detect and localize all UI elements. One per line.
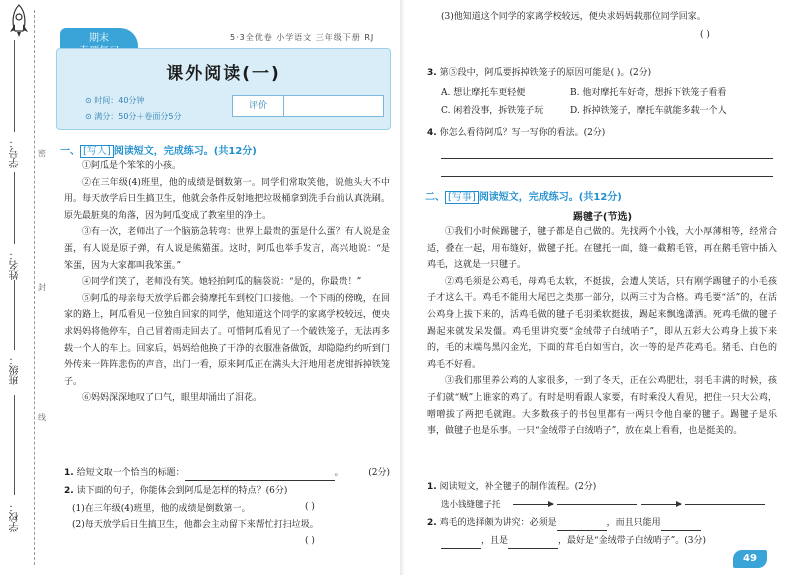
feather-blank-4[interactable]: [508, 548, 558, 549]
page-number: 49: [733, 550, 767, 568]
question-2-2: [427, 516, 787, 531]
section-1-tag: [写人]: [80, 145, 114, 158]
question-1-number: 1.: [64, 468, 74, 478]
section-1-title: 阅读短文，完成练习。(共12分): [113, 146, 257, 157]
question-2-2-mid: ，而且只能用: [606, 518, 661, 528]
question-2-sub-1-answer[interactable]: ( ): [305, 502, 315, 512]
question-2-sub-3-answer[interactable]: ( ): [700, 30, 710, 40]
school-field[interactable]: [14, 395, 15, 495]
passage-1-para-1: ①阿瓜是个笨笨的小孩。: [82, 161, 182, 171]
flow-blank-2[interactable]: [685, 504, 765, 505]
question-2-2-tail-1: ，且是: [481, 536, 509, 546]
question-2-sub-2-answer[interactable]: ( ): [305, 536, 315, 546]
question-2-score: (6分): [265, 486, 288, 496]
feather-blank-3[interactable]: [441, 548, 481, 549]
question-4-text: 你怎么看待阿瓜？写一写你的看法。(2分): [439, 128, 606, 138]
class-field[interactable]: [14, 280, 15, 350]
score-info: ⊙ 满分：50分＋卷面分5分: [85, 112, 182, 121]
question-1: [64, 466, 390, 481]
question-2-text: 读下面的句子，你能体会到阿瓜是怎样的特点？: [76, 486, 266, 496]
time-info: ⊙ 时间：40分钟: [85, 96, 145, 105]
seal-mark-3: 线: [38, 413, 46, 422]
evaluation-box[interactable]: [232, 95, 384, 117]
question-2-sub-2: [72, 518, 390, 533]
passage-1-para-2: ②在三年级(4)班里，他的成绩是倒数第一。同学们常取笑他，说他头大不中用。每天放学后日生搞卫生，他就会条件反射地把垃圾桶拿到洗手台前认真洗刷。原先最脏臭的角落，因为阿瓜变成了教室里的净土。: [64, 177, 390, 221]
question-2-sub-1-text: (1)在三年级(4)班里，他的成绩是倒数第一。: [72, 504, 251, 514]
passage-2: [427, 224, 777, 440]
question-2-2-text: 鸡毛的选择颇为讲究：必须是: [439, 518, 557, 528]
question-2: [64, 484, 390, 499]
question-4-number: 4.: [427, 128, 437, 138]
passage-2-para-2: ②鸡毛须是公鸡毛，母鸡毛太软，不挺拔，会遭人笑话，只有刚学踢毽子的小毛孩子才这么干。鸡毛不能用大尾巴之类那一部分，以两三寸为合格。鸡毛要“活”的，在活公鸡身上拔下来的，活鸡毛做的毽子毛羽柔软挺拔，踢起来飘逸潇洒。死鸡毛做的毽子踢起来就发呆发僵。鸡毛里讲究要“金绒带子白绒哨子”，即从五彩大公鸡身上拔下来的，毛的末端鸟黑闪金光，下面的茸毛白如雪白，次一等的是芦花鸡毛。猪毛、白色的鸡毛不好看。: [427, 276, 777, 370]
question-2-1-number: 1.: [427, 482, 437, 492]
school-label: 学校：: [10, 502, 21, 532]
page-title: 课外阅读(一): [166, 64, 281, 84]
question-1-tail: 。: [334, 468, 344, 478]
feather-blank-1[interactable]: [557, 530, 607, 531]
question-4-answer-line-2[interactable]: [441, 176, 773, 177]
passage-1-para-5: ⑤阿瓜的母亲每天放学后都会骑摩托车到校门口接他。一个下雨的傍晚，在回家的路上，阿瓜看见一位独自回家的同学，他知道这个同学的家离学校较远，便央求妈妈将他停车，自己冒着雨走回去了。可惜阿瓜看见了一个破铁笼子，无法再多载一个人的车上。回家后，妈妈给他换了干净的衣服准备做饭，却隐隐约约听到门外传来一阵阵悲伤的声音，出门一看，原来阿瓜正在满头大汗地用老虎钳拆掉铁笼子。: [64, 293, 390, 387]
right-page: [405, 0, 800, 575]
seal-mark-1: 密: [38, 149, 46, 158]
passage-2-para-1: ①我们小时候踢毽子，毽子都是自己做的。先找两个小钱，大小厚薄相等，经常合适，叠在一起，用布缝好，做毽子托。在毽托一面，缝一截鹅毛管，再在鹅毛管中插入鸡毛，这就是一只毽子。: [427, 227, 777, 271]
question-2-sub-3-text: (3)他知道这个同学的家离学校较远，便央求妈妈载那位同学回家。: [441, 12, 706, 22]
section-1-heading: [60, 142, 257, 157]
passage-1: [64, 158, 390, 407]
question-3-number: 3.: [427, 68, 437, 78]
question-2-sub-2-text: (2)每天放学后日生搞卫生，他都会主动留下来帮忙打扫垃圾。: [72, 520, 319, 530]
passage-1-para-3: ③有一次，老师出了一个脑筋急转弯：世界上最贵的蛋是什么蛋？有人说是金蛋，有人说是原子弹，有人说是熊猫蛋。这时，阿瓜也举手发言，高兴地说：“是笨蛋，因为大家都叫我笨蛋。”: [64, 227, 390, 271]
name-field[interactable]: [14, 172, 15, 244]
flow-arrow-1: [513, 504, 553, 505]
flow-blank-1[interactable]: [557, 504, 637, 505]
student-id-label: 学号：: [10, 138, 21, 168]
title-box: [56, 48, 391, 130]
flow-arrow-2: [641, 504, 681, 505]
question-2-2-tail-2: ，最好是“金绒带子白绒哨子”。(3分): [558, 536, 706, 546]
option-d[interactable]: D. 拆掉铁笼子，摩托车就能多载一个人: [570, 106, 727, 116]
score-text: 满分：50分＋卷面分5分: [94, 112, 182, 121]
cut-line: [34, 10, 35, 565]
title-answer-blank[interactable]: [185, 480, 335, 481]
option-a[interactable]: A. 想让摩托车更轻便: [441, 88, 526, 98]
section-1-number: 一、: [60, 146, 80, 157]
option-c[interactable]: C. 闲着没事，拆铁笼子玩: [441, 106, 544, 116]
question-2-number: 2.: [64, 486, 74, 496]
seal-mark-2: 封: [38, 283, 46, 292]
question-2-2-number: 2.: [427, 518, 437, 528]
question-2-2-continued: [441, 534, 741, 549]
question-4-answer-line-1[interactable]: [441, 158, 773, 159]
question-2-1: [427, 480, 777, 495]
evaluation-label: 评价: [233, 96, 284, 116]
passage-1-para-4: ④同学们笑了，老师没有笑。她轻拍阿瓜的脑袋说：“是的，你最贵！”: [82, 277, 362, 288]
question-4: [427, 126, 777, 141]
section-2-tag: [写事]: [445, 191, 479, 204]
section-2-number: 二、: [425, 192, 445, 203]
feather-blank-2[interactable]: [661, 530, 701, 531]
question-1-text: 给短文取一个恰当的标题：: [76, 468, 185, 478]
option-b[interactable]: B. 他对摩托车好奇，想拆下铁笼子看看: [570, 88, 727, 98]
binding-strip: [0, 0, 52, 575]
section-2-title: 阅读短文，完成练习。(共12分): [478, 192, 622, 203]
flow-step-start: 选小钱缝毽子托: [441, 500, 501, 510]
question-2-1-text: 阅读短文，补全毽子的制作流程。(2分): [439, 482, 597, 492]
student-id-field[interactable]: [14, 40, 15, 132]
series-label: 5·3全优卷 小学语文 三年级下册 RJ: [230, 33, 375, 42]
question-2-sub-1: [72, 502, 390, 517]
section-2-heading: [425, 188, 622, 203]
passage-1-para-6: ⑥妈妈深深地叹了口气，眼里却涌出了泪花。: [82, 393, 263, 404]
name-label: 姓名：: [10, 250, 21, 280]
passage-2-title: 踢毽子(节选): [572, 212, 633, 223]
question-3: [427, 66, 777, 81]
question-3-text: 第⑤段中，阿瓜要拆掉铁笼子的原因可能是( )。(2分): [439, 68, 652, 78]
question-1-score: (2分): [368, 468, 390, 478]
passage-2-para-3: ③我们那里养公鸡的人家很多，一到了冬天，正在公鸡肥壮，羽毛丰满的时候，孩子们就“贼”上谁家的鸡了。有时是明看跟人家要，有时乘没人看见，把住一只大公鸡，噌噌拔了两把毛就跑。大多数孩子的书包里都有一两只令他自豪的毽子。踢毽子是乐事，做毽子也是乐事。一只“金绒带子白绒哨子”，放在桌上看看，也是挺美的。: [427, 376, 777, 437]
class-label: 班级：: [10, 355, 21, 385]
time-text: 时间：40分钟: [94, 96, 145, 105]
badge-line-1: 期末: [89, 33, 109, 44]
question-2-sub-3: [441, 10, 771, 25]
rocket-icon: [6, 4, 32, 38]
